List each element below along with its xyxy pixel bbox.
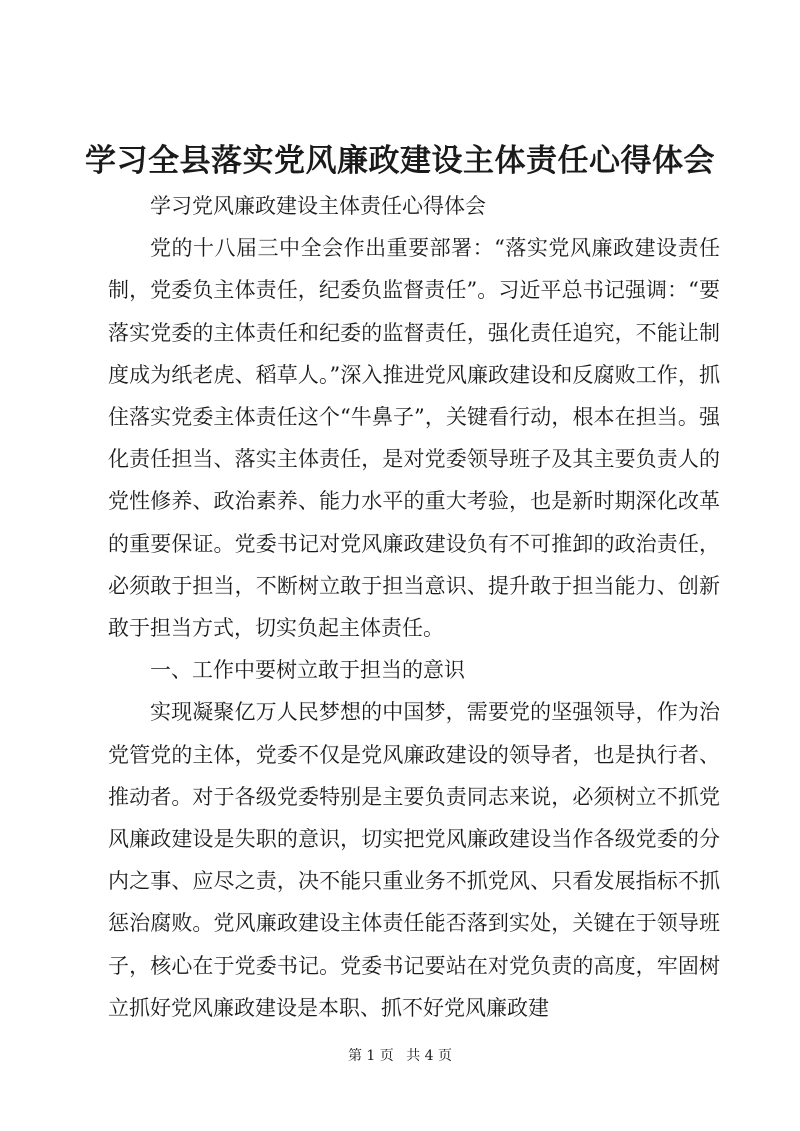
section-heading: 一、工作中要树立敢于担当的意识: [150, 658, 465, 683]
document-title: 学习全县落实党风廉政建设主体责任心得体会: [85, 143, 715, 179]
document-body: [108, 185, 720, 1029]
page-footer: [0, 1046, 800, 1066]
page-number: 第 1 页: [347, 1048, 394, 1064]
page-total: 共 4 页: [406, 1048, 453, 1064]
body-paragraph: 实现凝聚亿万人民梦想的中国梦，需要党的坚强领导，作为治党管党的主体，党委不仅是党风廉政建设的领导者，也是执行者、推动者。对于各级党委特别是主要负责同志来说，必须树立不抓党风廉政建设是失职的意识，切实把党风廉政建设当作各级党委的分内之事、应尽之责，决不能只重业务不抓党风、只看发展指标不抓惩治腐败。党风廉政建设主体责任能否落到实处，关键在于领导班子，核心在于党委书记。党委书记要站在对党负责的高度，牢固树立抓好党风廉政建设是本职、抓不好党风廉政建: [108, 700, 720, 1020]
body-paragraph: 党的十八届三中全会作出重要部署：“落实党风廉政建设责任制，党委负主体责任，纪委负监督责任”。习近平总书记强调：“要落实党委的主体责任和纪委的监督责任，强化责任追究，不能让制度成为纸老虎、稻草人。”深入推进党风廉政建设和反腐败工作，抓住落实党委主体责任这个“牛鼻子”，关键看行动，根本在担当。强化责任担当、落实主体责任，是对党委领导班子及其主要负责人的党性修养、政治素养、能力水平的重大考验，也是新时期深化改革的重要保证。党委书记对党风廉政建设负有不可推卸的政治责任，必须敢于担当，不断树立敢于担当意识、提升敢于担当能力、创新敢于担当方式，切实负起主体责任。: [108, 236, 720, 641]
subtitle-paragraph: 学习党风廉政建设主体责任心得体会: [150, 194, 486, 218]
